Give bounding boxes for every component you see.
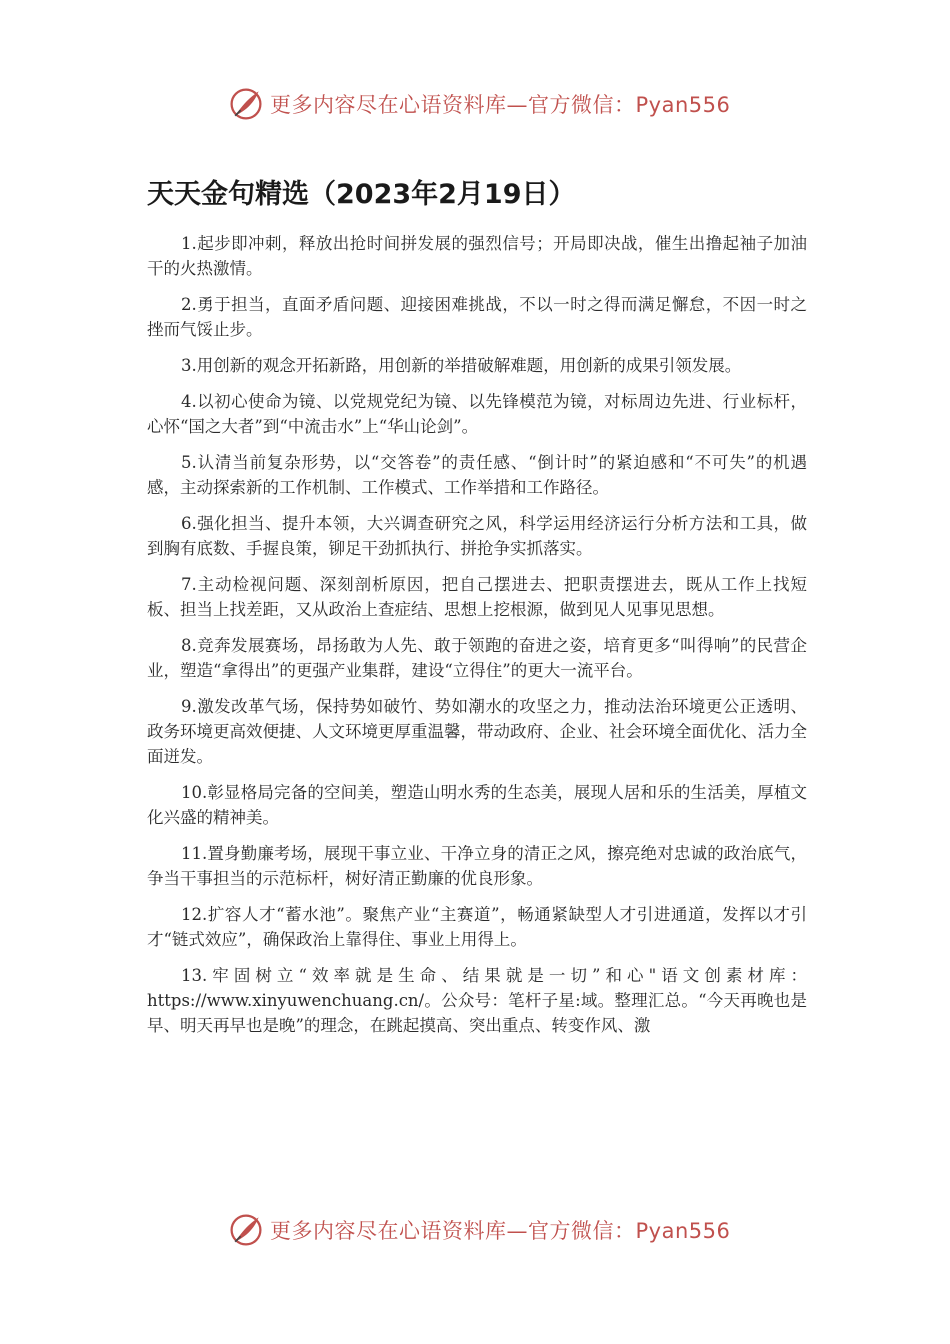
page-title: 天天金句精选（2023年2月19日） xyxy=(147,179,576,210)
quote-item: 1.起步即冲刺，释放出抢时间拼发展的强烈信号；开局即决战，催生出撸起袖子加油干的火热激情。 xyxy=(147,234,807,278)
quote-item: 8.竞奔发展赛场，昂扬敢为人先、敢于领跑的奋进之姿，培育更多“叫得响”的民营企业，塑造“拿得出”的更强产业集群，建设“立得住”的更大一流平台。 xyxy=(147,636,807,680)
quote-item: 3.用创新的观念开拓新路，用创新的举措破解难题，用创新的成果引领发展。 xyxy=(181,356,742,375)
quote-item: 4.以初心使命为镜、以党规党纪为镜、以先锋模范为镜，对标周边先进、行业标杆，心怀“国之大者”到“中流击水”上“华山论剑”。 xyxy=(147,392,807,436)
quote-item: 13.牢固树立“效率就是生命、结果就是一切”和心"语文创素材库：https://www.xinyuwenchuang.cn/。公众号：笔杆子星:域。整理汇总。“今天再晚也是早、明天再早也是晚”的理念，在跳起摸高、突出重点、转变作风、激 xyxy=(147,966,807,1035)
quill-logo-icon xyxy=(228,86,264,122)
quote-list xyxy=(147,231,807,1049)
quote-item: 6.强化担当、提升本领，大兴调查研究之风，科学运用经济运行分析方法和工具，做到胸有底数、手握良策，铆足干劲抓执行、拼抢争实抓落实。 xyxy=(147,514,807,558)
quote-item: 11.置身勤廉考场，展现干事立业、干净立身的清正之风，擦亮绝对忠诚的政治底气，争当干事担当的示范标杆，树好清正勤廉的优良形象。 xyxy=(147,844,807,888)
quote-item: 2.勇于担当，直面矛盾问题、迎接困难挑战，不以一时之得而满足懈怠，不因一时之挫而气馁止步。 xyxy=(147,295,807,339)
header-banner xyxy=(228,82,748,126)
footer-banner xyxy=(228,1208,748,1252)
quote-item: 12.扩容人才“蓄水池”。聚焦产业“主赛道”，畅通紧缺型人才引进通道，发挥以才引才“链式效应”，确保政治上靠得住、事业上用得上。 xyxy=(147,905,807,949)
quote-item: 5.认清当前复杂形势，以“交答卷”的责任感、“倒计时”的紧迫感和“不可失”的机遇感，主动探索新的工作机制、工作模式、工作举措和工作路径。 xyxy=(147,453,807,497)
quote-item: 7.主动检视问题、深刻剖析原因，把自己摆进去、把职责摆进去，既从工作上找短板、担当上找差距，又从政治上查症结、思想上挖根源，做到见人见事见思想。 xyxy=(147,575,807,619)
quote-item: 10.彰显格局完备的空间美，塑造山明水秀的生态美，展现人居和乐的生活美，厚植文化兴盛的精神美。 xyxy=(147,783,807,827)
footer-banner-text: 更多内容尽在心语资料库—官方微信：Pyan556 xyxy=(270,1219,731,1243)
quill-logo-icon xyxy=(228,1212,264,1248)
quote-item: 9.激发改革气场，保持势如破竹、势如潮水的攻坚之力，推动法治环境更公正透明、政务环境更高效便捷、人文环境更厚重温馨，带动政府、企业、社会环境全面优化、活力全面迸发。 xyxy=(147,697,807,766)
header-banner-text: 更多内容尽在心语资料库—官方微信：Pyan556 xyxy=(270,93,731,117)
